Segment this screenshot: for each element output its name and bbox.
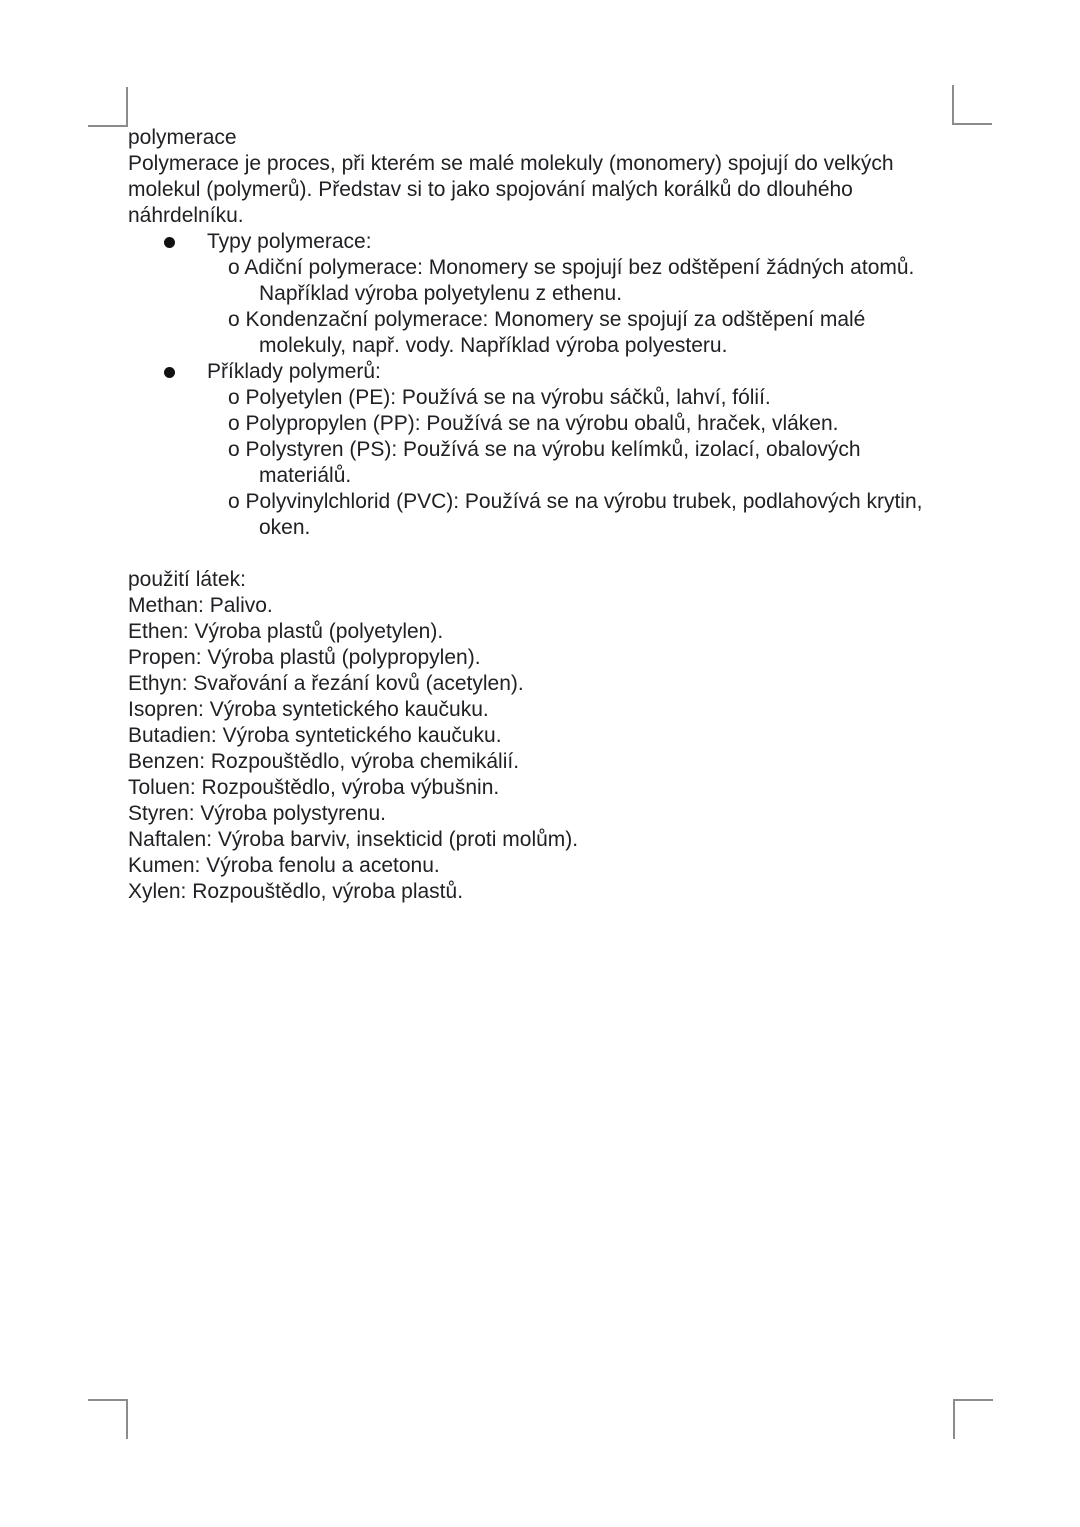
sub-item-line: molekuly, např. vody. Například výroba polyesteru. xyxy=(259,334,728,357)
text-line: Xylen: Rozpouštědlo, výroba plastů. xyxy=(128,880,464,903)
text-line: Butadien: Výroba syntetického kaučuku. xyxy=(128,724,502,747)
bullet-label: Typy polymerace: xyxy=(207,230,372,253)
text-line: Styren: Výroba polystyrenu. xyxy=(128,802,386,825)
crop-mark-bottom-right-icon xyxy=(953,1399,993,1439)
text-line: Ethen: Výroba plastů (polyetylen). xyxy=(128,620,444,643)
sub-item-line: o Adiční polymerace: Monomery se spojují bez odštěpení žádných atomů. xyxy=(228,256,915,279)
text-line: použití látek: xyxy=(128,568,246,591)
text-line: Methan: Palivo. xyxy=(128,594,273,617)
bullet-label: Příklady polymerů: xyxy=(207,360,381,383)
sub-item-line: o Kondenzační polymerace: Monomery se spojují za odštěpení malé xyxy=(228,308,866,331)
crop-mark-top-right-icon xyxy=(952,85,992,125)
text-line: Toluen: Rozpouštědlo, výroba výbušnin. xyxy=(128,776,500,799)
text-line: Isopren: Výroba syntetického kaučuku. xyxy=(128,698,489,721)
bullet-item xyxy=(128,229,960,255)
sub-item-line: oken. xyxy=(259,516,311,539)
sub-item-line: o Polystyren (PS): Používá se na výrobu kelímků, izolací, obalových xyxy=(228,438,861,461)
sub-item-line: materiálů. xyxy=(259,464,352,487)
document-text-block xyxy=(128,125,960,905)
text-line: Ethyn: Svařování a řezání kovů (acetylen). xyxy=(128,672,524,695)
bullet-item xyxy=(128,359,960,385)
text-line: Propen: Výroba plastů (polypropylen). xyxy=(128,646,481,669)
text-line: Benzen: Rozpouštědlo, výroba chemikálií. xyxy=(128,750,520,773)
sub-item-line: o Polyvinylchlorid (PVC): Používá se na výrobu trubek, podlahových krytin, xyxy=(228,490,923,513)
text-line: Kumen: Výroba fenolu a acetonu. xyxy=(128,854,440,877)
bullet-dot-icon xyxy=(164,237,175,248)
sub-item-line: Například výroba polyetylenu z ethenu. xyxy=(259,282,623,305)
crop-mark-bottom-left-icon xyxy=(88,1399,128,1439)
text-line: Naftalen: Výroba barviv, insekticid (proti molům). xyxy=(128,828,579,851)
text-line: Polymerace je proces, při kterém se malé molekuly (monomery) spojují do velkých xyxy=(128,152,894,175)
sub-item-line: o Polypropylen (PP): Používá se na výrobu obalů, hraček, vláken. xyxy=(228,412,839,435)
blank-line xyxy=(128,541,960,567)
sub-item-line: o Polyetylen (PE): Používá se na výrobu sáčků, lahví, fólií. xyxy=(228,386,771,409)
text-line: náhrdelníku. xyxy=(128,204,244,227)
text-line: molekul (polymerů). Představ si to jako spojování malých korálků do dlouhého xyxy=(128,178,853,201)
bullet-dot-icon xyxy=(164,367,175,378)
text-line: polymerace xyxy=(128,126,237,149)
crop-mark-top-left-icon xyxy=(88,87,128,127)
